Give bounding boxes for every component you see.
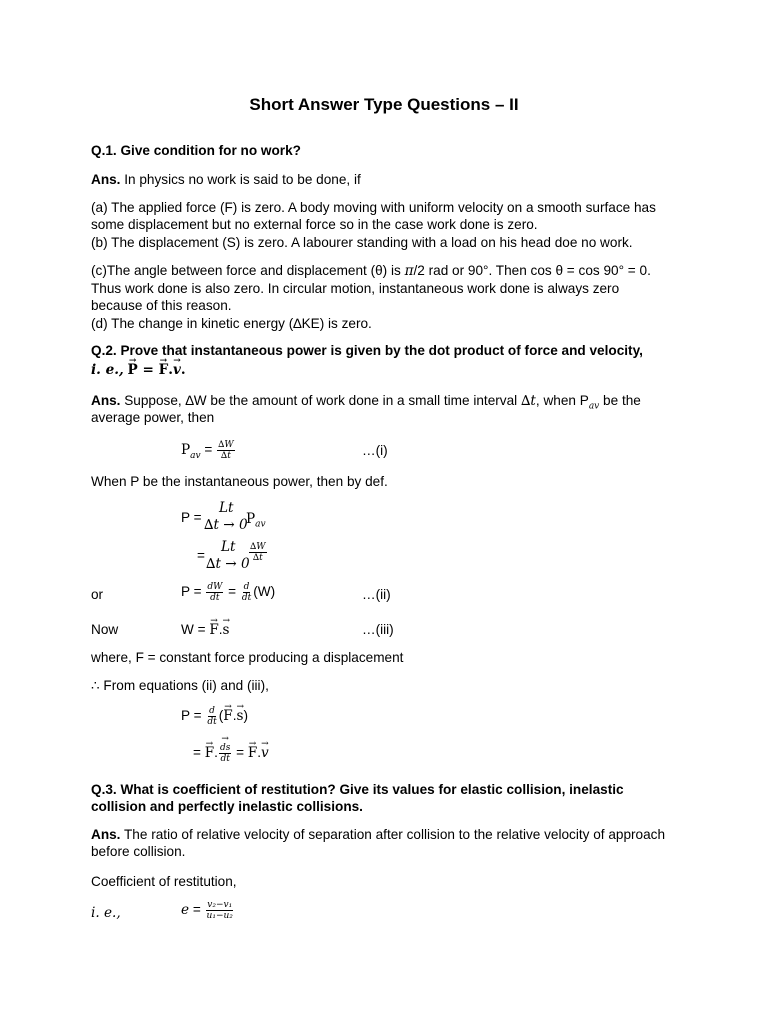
equals-sign-2: = [197, 548, 205, 563]
answer-3-line2: before collision. [91, 844, 186, 859]
eq-lhs: P = [181, 510, 202, 525]
equation-2 [181, 582, 275, 603]
velocity-vector-symbol: → v [173, 362, 181, 379]
ans-label: Ans. [91, 172, 121, 187]
equation-4 [181, 706, 248, 727]
equation-3-tag: …(iii) [362, 622, 394, 637]
equation-1 [181, 440, 236, 465]
fraction [206, 706, 217, 727]
question-2-line1: Q.2. Prove that instantaneous power is given by the dot product of force and velocity, [91, 343, 643, 358]
denominator: ∆t [252, 553, 263, 563]
eq-sign: = [193, 745, 205, 761]
force-vector-symbol: → F [209, 622, 218, 639]
condition-d: (d) The change in kinetic energy (∆KE) is zero. [91, 316, 372, 331]
numerator: ∆W [250, 542, 266, 552]
equals-sign: = [137, 362, 159, 378]
question-3-line1: Q.3. What is coefficient of restitution? Give its values for elastic collision, inelastic [91, 782, 624, 797]
force-vector-symbol: → F [223, 708, 232, 725]
fraction [217, 440, 235, 461]
condition-a-line2: some displacement but no external force so in the case work done is zero. [91, 217, 538, 232]
question-3-line2: collision and perfectly inelastic collisions. [91, 799, 363, 814]
condition-a-line1: (a) The applied force (F) is zero. A body moving with uniform velocity on a smooth surface has [91, 200, 656, 215]
force-vector-symbol: → F [248, 745, 257, 762]
fraction [219, 743, 231, 764]
question-1: Q.1. Give condition for no work? [91, 143, 301, 158]
answer-text: The ratio of relative velocity of separation after collision to the relative velocity of approach [120, 827, 666, 842]
ie-text: i. e., [91, 905, 121, 921]
condition-c-line3: because of this reason. [91, 298, 232, 313]
w-term: (W) [253, 584, 276, 600]
limit-condition: ∆t → 0 [204, 517, 248, 533]
when-line: When P be the instantaneous power, then by def. [91, 474, 388, 489]
denominator: dt [210, 593, 220, 603]
force-vector-symbol: → F [159, 362, 169, 379]
displacement-vector-symbol: → s [223, 622, 230, 639]
numerator: d [209, 706, 215, 716]
dot-symbol: . [214, 745, 218, 761]
eq-sub: av [190, 450, 201, 461]
limit-p-av [246, 510, 266, 534]
subscript-av: av [588, 401, 600, 412]
or-label: or [91, 587, 104, 602]
answer-2-line2: average power, then [91, 410, 215, 425]
numerator: → ds [219, 743, 231, 754]
dot-symbol: . [218, 622, 223, 637]
subscript-av: av [255, 519, 266, 530]
question-2-line2 [91, 361, 186, 379]
equation-1-tag: …(i) [362, 443, 388, 458]
paren-close: ) [243, 708, 248, 724]
ie-text: i. e., [91, 362, 124, 378]
answer-1-intro [91, 171, 361, 188]
ans-label: Ans. [91, 393, 121, 408]
eq-sign: = [224, 584, 240, 600]
eq-lhs: P = [181, 584, 206, 600]
period: . [180, 362, 186, 378]
equation-5 [193, 743, 269, 764]
paren-open: ( [218, 708, 224, 724]
displacement-vector-symbol: → s [236, 708, 243, 725]
now-label: Now [91, 622, 119, 637]
numerator: ∆W [218, 440, 234, 450]
condition-b: (b) The displacement (S) is zero. A labourer standing with a load on his head doe no work. [91, 235, 633, 250]
ans-label: Ans. [91, 827, 121, 842]
force-vector-symbol: → F [205, 745, 214, 762]
velocity-vector-symbol: → v [261, 745, 269, 762]
equation-limit-1 [181, 509, 202, 526]
answer-text: In physics no work is said to be done, if [120, 172, 361, 187]
eq-sign: = [189, 902, 205, 918]
equation-2-tag: …(ii) [362, 587, 391, 602]
dot-symbol: . [168, 362, 174, 378]
pi-symbol: π [404, 263, 414, 279]
denominator: dt [220, 754, 230, 764]
answer-text: be the [599, 393, 641, 408]
coefficient-line: Coefficient of restitution, [91, 874, 237, 889]
fraction [241, 582, 252, 603]
p-symbol: P [246, 511, 256, 527]
denominator: u₁−u₂ [206, 911, 233, 921]
dot-symbol: . [232, 708, 237, 724]
condition-c-line2: Thus work done is also zero. In circular motion, instantaneous work done is always zero [91, 281, 620, 296]
fraction [206, 582, 223, 603]
eq-lhs: W = [181, 622, 210, 637]
numerator: v₂−v₁ [207, 900, 233, 910]
answer-text: , when P [535, 393, 589, 408]
limit-lt: Lt [219, 500, 234, 516]
restitution-equation [181, 900, 235, 921]
condition-c-line1 [91, 262, 651, 280]
denominator: ∆t [220, 451, 231, 461]
eq-lhs: P = [181, 708, 206, 724]
answer-3-line1 [91, 826, 665, 843]
numerator: dW [207, 582, 223, 592]
limit-lt-2: Lt [221, 539, 236, 555]
fraction [249, 542, 267, 563]
where-line: where, F = constant force producing a displacement [91, 650, 404, 665]
denominator: dt [241, 593, 252, 603]
answer-text: Suppose, ∆W be the amount of work done in a small time interval [120, 393, 521, 408]
eq-sign: = [232, 745, 248, 761]
delta-t: ∆t [520, 393, 536, 409]
eq-lhs: P [181, 442, 191, 459]
therefore-line: ∴ From equations (ii) and (iii), [91, 678, 269, 693]
power-vector-symbol: → P [128, 362, 138, 379]
limit-fraction [248, 542, 268, 563]
fraction [206, 900, 234, 921]
denominator: dt [207, 717, 217, 727]
dot-symbol: . [257, 745, 262, 761]
e-symbol: e [181, 902, 190, 919]
c-text-pre: (c)The angle between force and displacement (θ) is [91, 263, 405, 278]
c-text-post: /2 rad or 90°. Then cos θ = cos 90° = 0. [413, 263, 651, 278]
page-title: Short Answer Type Questions – II [249, 95, 519, 114]
limit-condition-2: ∆t → 0 [206, 556, 250, 572]
equation-3 [181, 621, 230, 639]
eq-sign: = [200, 442, 217, 458]
numerator: d [243, 582, 250, 592]
